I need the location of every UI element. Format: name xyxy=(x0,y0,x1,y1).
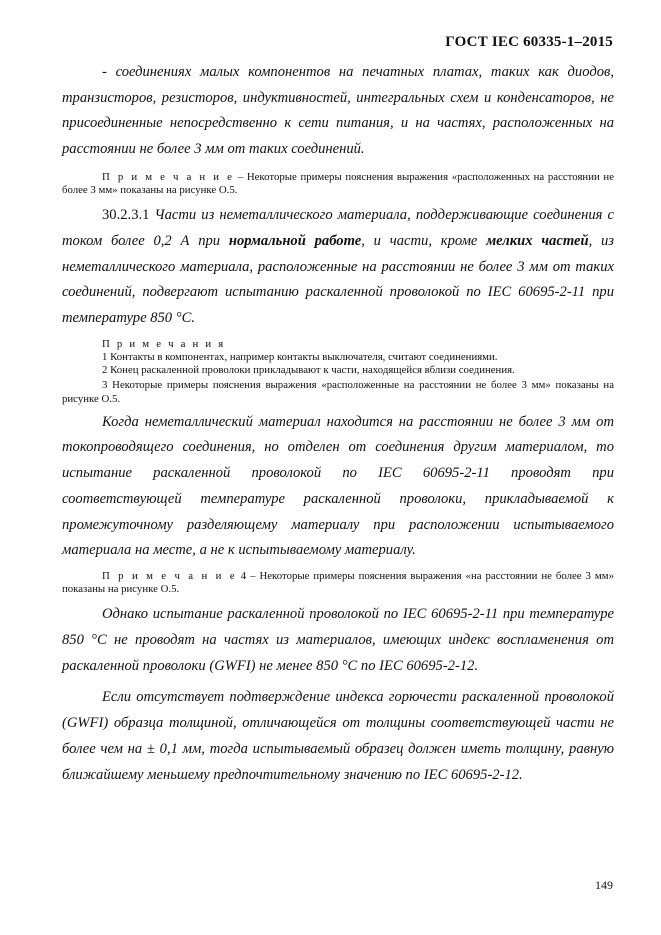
notes-label: П р и м е ч а н и я xyxy=(102,337,226,350)
document-body xyxy=(62,60,614,788)
clause-text-2: , и части, кроме xyxy=(361,232,487,249)
document-header: ГОСТ IEC 60335-1–2015 xyxy=(445,34,613,50)
note-text: 4 – Некоторые примеры пояснения выражения «на расстоянии не более 3 мм» показаны на рисунке О.5. xyxy=(62,569,614,596)
note-item-3: 3 Некоторые примеры пояснения выражения «расположенные на расстоянии не более 3 мм» показаны на рисунке О.5. xyxy=(62,379,614,405)
paragraph-sample-thickness: Если отсутствует подтверждение индекса горючести раскаленной проволокой (GWFI) образца толщиной, отличающейся от толщины соответствующей части не более чем на ± 0,1 мм, тогда испытываемый образец должен иметь толщину, равную ближайшему меньшему предпочтительному значению по IEC 60695-2-12. xyxy=(62,689,614,783)
clause-paragraph xyxy=(62,203,614,332)
paragraph-gwfi-exemption: Однако испытание раскаленной проволокой по IEC 60695-2-11 при температуре 850 °С не проводят на частях из материалов, имеющих индекс воспламенения от раскаленной проволоки (GWFI) не менее 850 °С по IEC 60695-2-12. xyxy=(62,606,614,674)
term-normal-operation: нормальной работе xyxy=(228,232,362,249)
list-item-paragraph: - соединениях малых компонентов на печатных платах, таких как диодов, транзисторов, резисторов, индуктивностей, интегральных схем и конденсаторов, не присоединенные непосредственно к сети питания, и на частях, расположенных на расстоянии не более 3 мм от таких соединений. xyxy=(62,64,614,158)
clause-text-1: Части из неметаллического материала, поддерживающие соединения с током более 0,2 А при xyxy=(62,207,614,249)
note-item-1: 1 Контакты в компонентах, например контакты выключателя, считают соединениями. xyxy=(102,350,498,363)
clause-text-3: , из неметаллического материала, расположенные на расстоянии не более 3 мм от таких соединений, подвергают испытанию раскаленной проволокой по IEC 60695-2-11 при температуре 850 °С. xyxy=(62,232,614,327)
page-number: 149 xyxy=(595,878,613,892)
note-text: – Некоторые примеры пояснения выражения «расположенных на расстоянии не более 3 мм» показаны на рисунке О.5. xyxy=(62,170,614,197)
note-item-2: 2 Конец раскаленной проволоки прикладывают к части, находящейся вблизи соединения. xyxy=(102,364,515,377)
note-label: П р и м е ч а н и е xyxy=(102,170,235,183)
note-paragraph-4 xyxy=(62,570,614,596)
note-label: П р и м е ч а н и е xyxy=(102,569,237,582)
notes-block xyxy=(62,338,614,406)
term-small-parts: мелких частей xyxy=(486,232,589,249)
note-paragraph xyxy=(62,171,614,197)
paragraph-intermediate-material: Когда неметаллический материал находится на расстоянии не более 3 мм от токопроводящего соединения, но отделен от соединения другим материалом, то испытание раскаленной проволокой по IEC 60695-2-11 проводят при соответствующей температуре раскаленной проволоки, прикладываемой к промежуточному разделяющему материалу при расположении испытываемого материала на месте, а не к испытываемому материалу. xyxy=(62,413,614,559)
clause-number: 30.2.3.1 xyxy=(102,207,150,224)
